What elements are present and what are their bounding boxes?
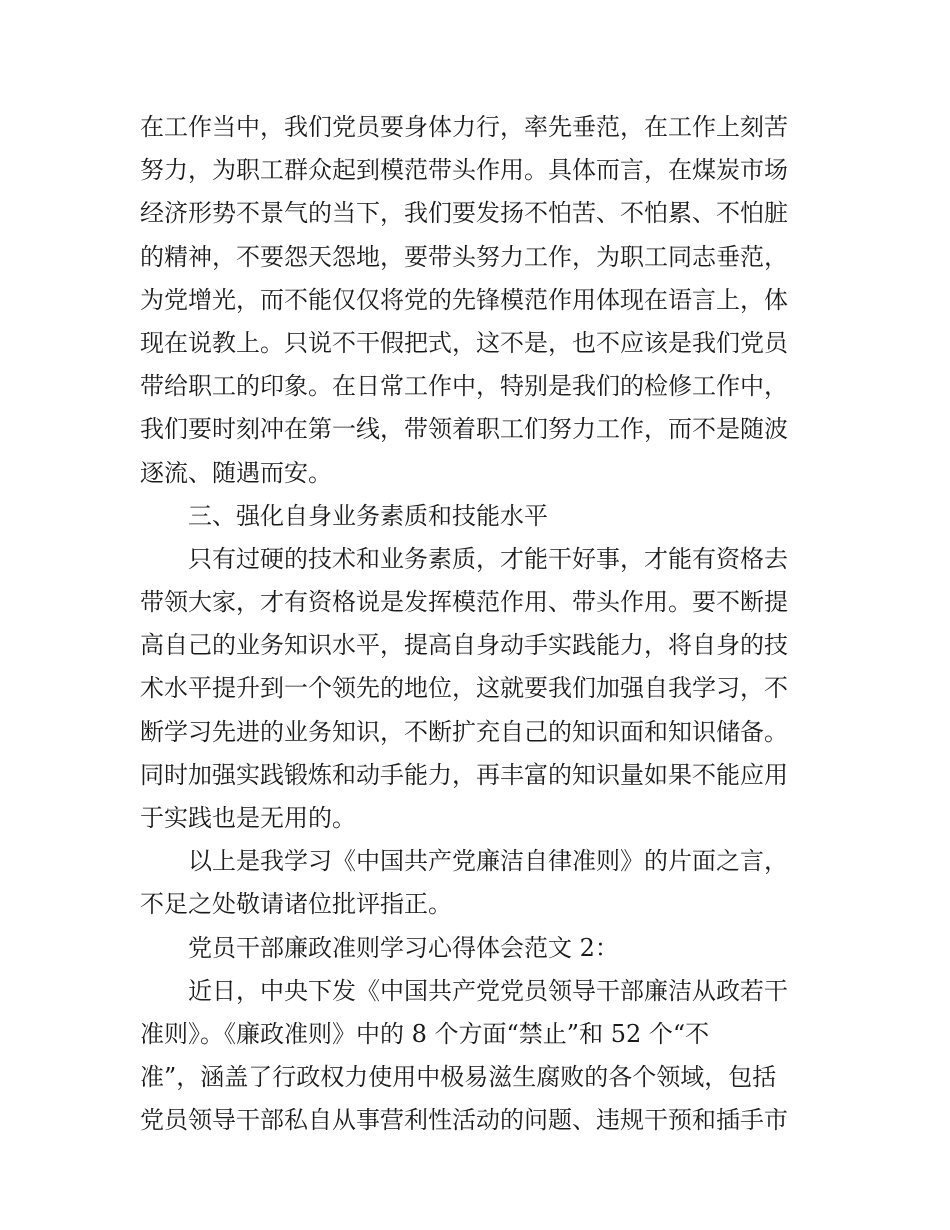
text-line: 党员领导干部私自从事营利性活动的问题、违规干预和插手市 <box>140 1106 788 1135</box>
text-line: 只有过硬的技术和业务素质，才能干好事，才能有资格去 <box>188 544 788 573</box>
text-line: 现在说教上。只说不干假把式，这不是，也不应该是我们党员 <box>140 328 788 357</box>
text-line: 不足之处敬请诸位批评指正。 <box>140 890 452 919</box>
text-line: 经济形势不景气的当下，我们要发扬不怕苦、不怕累、不怕脏 <box>140 199 788 228</box>
text-line: 的精神，不要怨天怨地，要带头努力工作，为职工同志垂范， <box>140 242 788 271</box>
text-line: 断学习先进的业务知识，不断扩充自己的知识面和知识储备。 <box>140 717 788 746</box>
text-line: 党员干部廉政准则学习心得体会范文 2： <box>188 933 619 962</box>
text-line: 术水平提升到一个领先的地位，这就要我们加强自我学习，不 <box>140 674 788 703</box>
text-line: 准则》。《廉政准则》中的 8 个方面“禁止”和 52 个“不 <box>140 1019 710 1048</box>
text-line: 以上是我学习《中国共产党廉洁自律准则》的片面之言， <box>188 847 788 876</box>
document-body <box>140 106 820 1143</box>
text-line: 为党增光，而不能仅仅将党的先锋模范作用体现在语言上，体 <box>140 285 788 314</box>
text-line: 我们要时刻冲在第一线，带领着职工们努力工作，而不是随波 <box>140 415 788 444</box>
text-line: 带领大家，才有资格说是发挥模范作用、带头作用。要不断提 <box>140 588 788 617</box>
text-line: 近日，中央下发《中国共产党党员领导干部廉洁从政若干 <box>188 976 788 1005</box>
text-line: 高自己的业务知识水平，提高自身动手实践能力，将自身的技 <box>140 631 788 660</box>
text-line: 三、强化自身业务素质和技能水平 <box>188 501 548 530</box>
text-line: 带给职工的印象。在日常工作中，特别是我们的检修工作中， <box>140 372 788 401</box>
text-line: 同时加强实践锻炼和动手能力，再丰富的知识量如果不能应用 <box>140 760 788 789</box>
text-line: 准”，涵盖了行政权力使用中极易滋生腐败的各个领域，包括 <box>140 1063 777 1092</box>
text-line: 在工作当中，我们党员要身体力行，率先垂范，在工作上刻苦 <box>140 113 788 141</box>
text-line: 努力，为职工群众起到模范带头作用。具体而言，在煤炭市场 <box>140 156 788 185</box>
text-line: 于实践也是无用的。 <box>140 804 356 832</box>
text-line: 逐流、随遇而安。 <box>140 458 332 487</box>
